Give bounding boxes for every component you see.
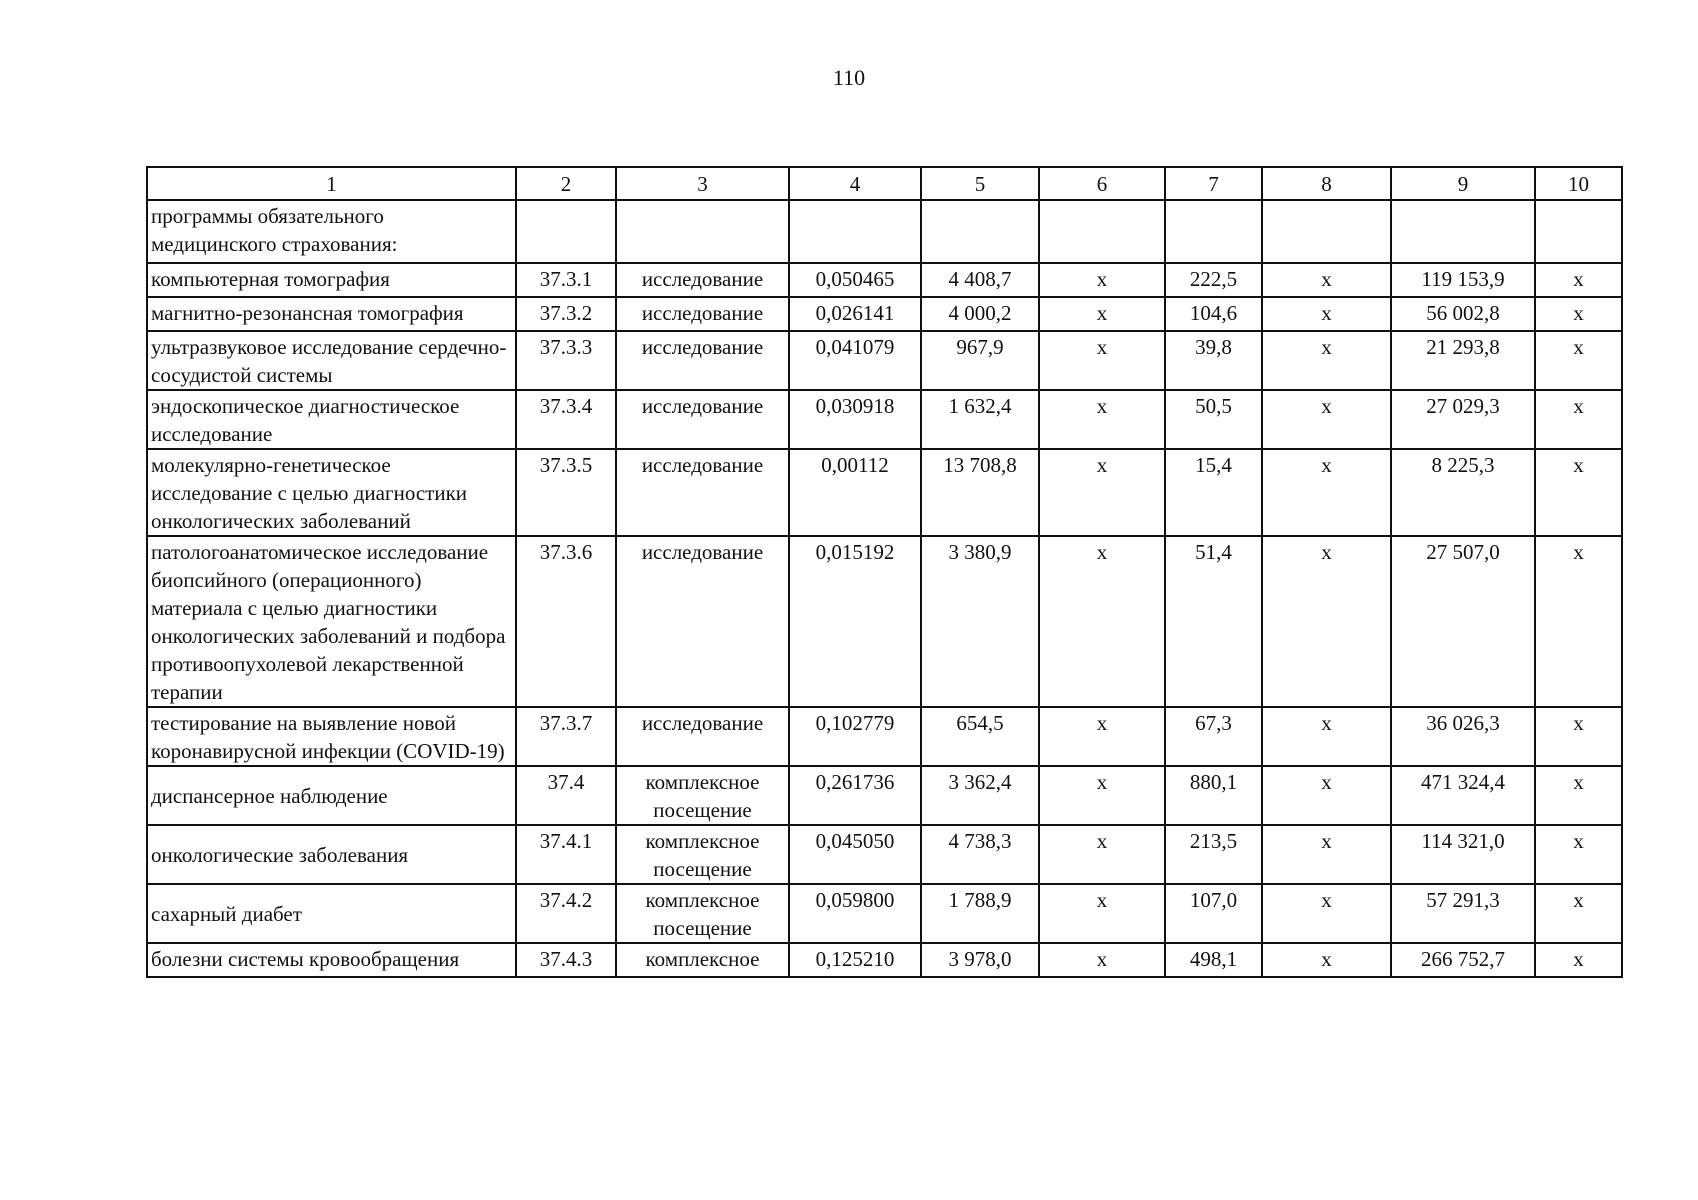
row-value-cell: х <box>1039 766 1165 825</box>
row-code-cell <box>516 200 616 263</box>
row-value-cell: х <box>1262 536 1391 707</box>
row-name-cell: компьютерная томография <box>147 263 516 297</box>
row-name-cell: эндоскопическое диагностическое исследование <box>147 390 516 449</box>
row-value-cell: 0,125210 <box>789 943 921 977</box>
row-value-cell: х <box>1535 884 1622 943</box>
row-value-cell: х <box>1039 331 1165 390</box>
row-value-cell: 21 293,8 <box>1391 331 1535 390</box>
row-code-cell: 37.4 <box>516 766 616 825</box>
column-number-row <box>147 167 1622 200</box>
row-name-cell: тестирование на выявление новой коронавирусной инфекции (COVID-19) <box>147 707 516 766</box>
row-code-cell: 37.4.1 <box>516 825 616 884</box>
table-row <box>147 766 1622 825</box>
row-value-cell: 13 708,8 <box>921 449 1039 536</box>
row-value-cell: х <box>1535 449 1622 536</box>
table-row <box>147 825 1622 884</box>
row-name-cell: патологоанатомическое исследование биопсийного (операционного) материала с целью диагностики онкологических заболеваний и подбора противоопухолевой лекарственной терапии <box>147 536 516 707</box>
row-value-cell: 1 632,4 <box>921 390 1039 449</box>
row-value-cell: 0,045050 <box>789 825 921 884</box>
row-value-cell: 114 321,0 <box>1391 825 1535 884</box>
row-value-cell: 50,5 <box>1165 390 1262 449</box>
row-value-cell: 0,050465 <box>789 263 921 297</box>
row-unit-cell: исследование <box>616 707 789 766</box>
row-value-cell: 213,5 <box>1165 825 1262 884</box>
row-value-cell: х <box>1535 707 1622 766</box>
column-header: 2 <box>516 167 616 200</box>
row-unit-cell: исследование <box>616 263 789 297</box>
row-unit-cell: комплексное посещение <box>616 884 789 943</box>
row-value-cell: х <box>1039 390 1165 449</box>
row-value-cell: 0,030918 <box>789 390 921 449</box>
row-unit-cell: исследование <box>616 536 789 707</box>
row-value-cell <box>1391 200 1535 263</box>
row-value-cell: 104,6 <box>1165 297 1262 331</box>
row-value-cell: 0,102779 <box>789 707 921 766</box>
row-value-cell: 107,0 <box>1165 884 1262 943</box>
row-value-cell: 57 291,3 <box>1391 884 1535 943</box>
column-header: 3 <box>616 167 789 200</box>
row-value-cell: х <box>1039 825 1165 884</box>
row-name-cell: молекулярно-генетическое исследование с целью диагностики онкологических заболеваний <box>147 449 516 536</box>
row-value-cell: х <box>1535 766 1622 825</box>
row-value-cell: 4 000,2 <box>921 297 1039 331</box>
row-value-cell: х <box>1535 536 1622 707</box>
row-value-cell: 27 507,0 <box>1391 536 1535 707</box>
row-value-cell: х <box>1262 943 1391 977</box>
row-value-cell: х <box>1262 331 1391 390</box>
page-number: 110 <box>832 65 866 90</box>
row-value-cell: 27 029,3 <box>1391 390 1535 449</box>
row-value-cell: х <box>1039 884 1165 943</box>
row-value-cell <box>1165 200 1262 263</box>
row-value-cell: х <box>1535 297 1622 331</box>
row-value-cell: 15,4 <box>1165 449 1262 536</box>
column-header: 10 <box>1535 167 1622 200</box>
row-value-cell: х <box>1535 263 1622 297</box>
row-value-cell: 967,9 <box>921 331 1039 390</box>
table-row <box>147 200 1622 263</box>
row-unit-cell: исследование <box>616 449 789 536</box>
row-value-cell: х <box>1535 390 1622 449</box>
table-row <box>147 536 1622 707</box>
row-value-cell: х <box>1535 331 1622 390</box>
row-value-cell: х <box>1039 943 1165 977</box>
row-value-cell: х <box>1039 297 1165 331</box>
row-value-cell: х <box>1535 943 1622 977</box>
row-value-cell: 880,1 <box>1165 766 1262 825</box>
table-row <box>147 449 1622 536</box>
row-code-cell: 37.4.3 <box>516 943 616 977</box>
row-value-cell <box>1039 200 1165 263</box>
row-code-cell: 37.3.4 <box>516 390 616 449</box>
row-value-cell: х <box>1262 884 1391 943</box>
row-name-cell: болезни системы кровообращения <box>147 943 516 977</box>
row-value-cell: 222,5 <box>1165 263 1262 297</box>
row-value-cell: 119 153,9 <box>1391 263 1535 297</box>
column-header: 5 <box>921 167 1039 200</box>
norms-table <box>146 166 1623 978</box>
row-code-cell: 37.3.6 <box>516 536 616 707</box>
row-name-cell: программы обязательного медицинского страхования: <box>147 200 516 263</box>
column-header: 7 <box>1165 167 1262 200</box>
row-value-cell: 1 788,9 <box>921 884 1039 943</box>
row-value-cell: 654,5 <box>921 707 1039 766</box>
row-name-cell: онкологические заболевания <box>147 825 516 884</box>
row-value-cell: х <box>1039 707 1165 766</box>
row-value-cell: х <box>1262 263 1391 297</box>
row-value-cell: х <box>1039 536 1165 707</box>
row-value-cell: 3 362,4 <box>921 766 1039 825</box>
row-value-cell: 0,041079 <box>789 331 921 390</box>
row-value-cell: 0,015192 <box>789 536 921 707</box>
table-row <box>147 390 1622 449</box>
row-value-cell: 67,3 <box>1165 707 1262 766</box>
row-unit-cell: комплексное <box>616 943 789 977</box>
row-value-cell: 4 408,7 <box>921 263 1039 297</box>
row-value-cell: х <box>1262 449 1391 536</box>
row-value-cell: х <box>1262 390 1391 449</box>
row-value-cell: 56 002,8 <box>1391 297 1535 331</box>
row-value-cell: 498,1 <box>1165 943 1262 977</box>
row-value-cell: 0,026141 <box>789 297 921 331</box>
row-value-cell: х <box>1262 766 1391 825</box>
row-value-cell: 36 026,3 <box>1391 707 1535 766</box>
row-value-cell: 471 324,4 <box>1391 766 1535 825</box>
row-unit-cell: комплексное посещение <box>616 766 789 825</box>
row-value-cell: 0,059800 <box>789 884 921 943</box>
row-name-cell: диспансерное наблюдение <box>147 766 516 825</box>
row-value-cell: 4 738,3 <box>921 825 1039 884</box>
row-code-cell: 37.3.1 <box>516 263 616 297</box>
row-value-cell: 0,261736 <box>789 766 921 825</box>
row-code-cell: 37.4.2 <box>516 884 616 943</box>
row-value-cell <box>1262 200 1391 263</box>
column-header: 9 <box>1391 167 1535 200</box>
row-unit-cell <box>616 200 789 263</box>
row-code-cell: 37.3.2 <box>516 297 616 331</box>
table-row <box>147 263 1622 297</box>
table-row <box>147 884 1622 943</box>
row-unit-cell: исследование <box>616 297 789 331</box>
row-unit-cell: исследование <box>616 390 789 449</box>
table-row <box>147 297 1622 331</box>
column-header: 4 <box>789 167 921 200</box>
row-name-cell: сахарный диабет <box>147 884 516 943</box>
row-value-cell: 3 380,9 <box>921 536 1039 707</box>
row-value-cell: 3 978,0 <box>921 943 1039 977</box>
row-value-cell: х <box>1039 449 1165 536</box>
row-value-cell: х <box>1039 263 1165 297</box>
column-header: 8 <box>1262 167 1391 200</box>
row-value-cell: х <box>1262 707 1391 766</box>
row-value-cell: х <box>1262 825 1391 884</box>
row-code-cell: 37.3.7 <box>516 707 616 766</box>
row-value-cell: х <box>1535 825 1622 884</box>
row-value-cell <box>1535 200 1622 263</box>
row-value-cell: 266 752,7 <box>1391 943 1535 977</box>
row-name-cell: магнитно-резонансная томография <box>147 297 516 331</box>
row-unit-cell: комплексное посещение <box>616 825 789 884</box>
row-code-cell: 37.3.5 <box>516 449 616 536</box>
row-value-cell: 0,00112 <box>789 449 921 536</box>
row-code-cell: 37.3.3 <box>516 331 616 390</box>
row-value-cell: 51,4 <box>1165 536 1262 707</box>
row-value-cell: 39,8 <box>1165 331 1262 390</box>
table-row <box>147 943 1622 977</box>
row-value-cell <box>921 200 1039 263</box>
table-row <box>147 707 1622 766</box>
row-name-cell: ультразвуковое исследование сердечно-сосудистой системы <box>147 331 516 390</box>
row-value-cell: 8 225,3 <box>1391 449 1535 536</box>
row-value-cell <box>789 200 921 263</box>
column-header: 1 <box>147 167 516 200</box>
row-unit-cell: исследование <box>616 331 789 390</box>
table-row <box>147 331 1622 390</box>
column-header: 6 <box>1039 167 1165 200</box>
row-value-cell: х <box>1262 297 1391 331</box>
